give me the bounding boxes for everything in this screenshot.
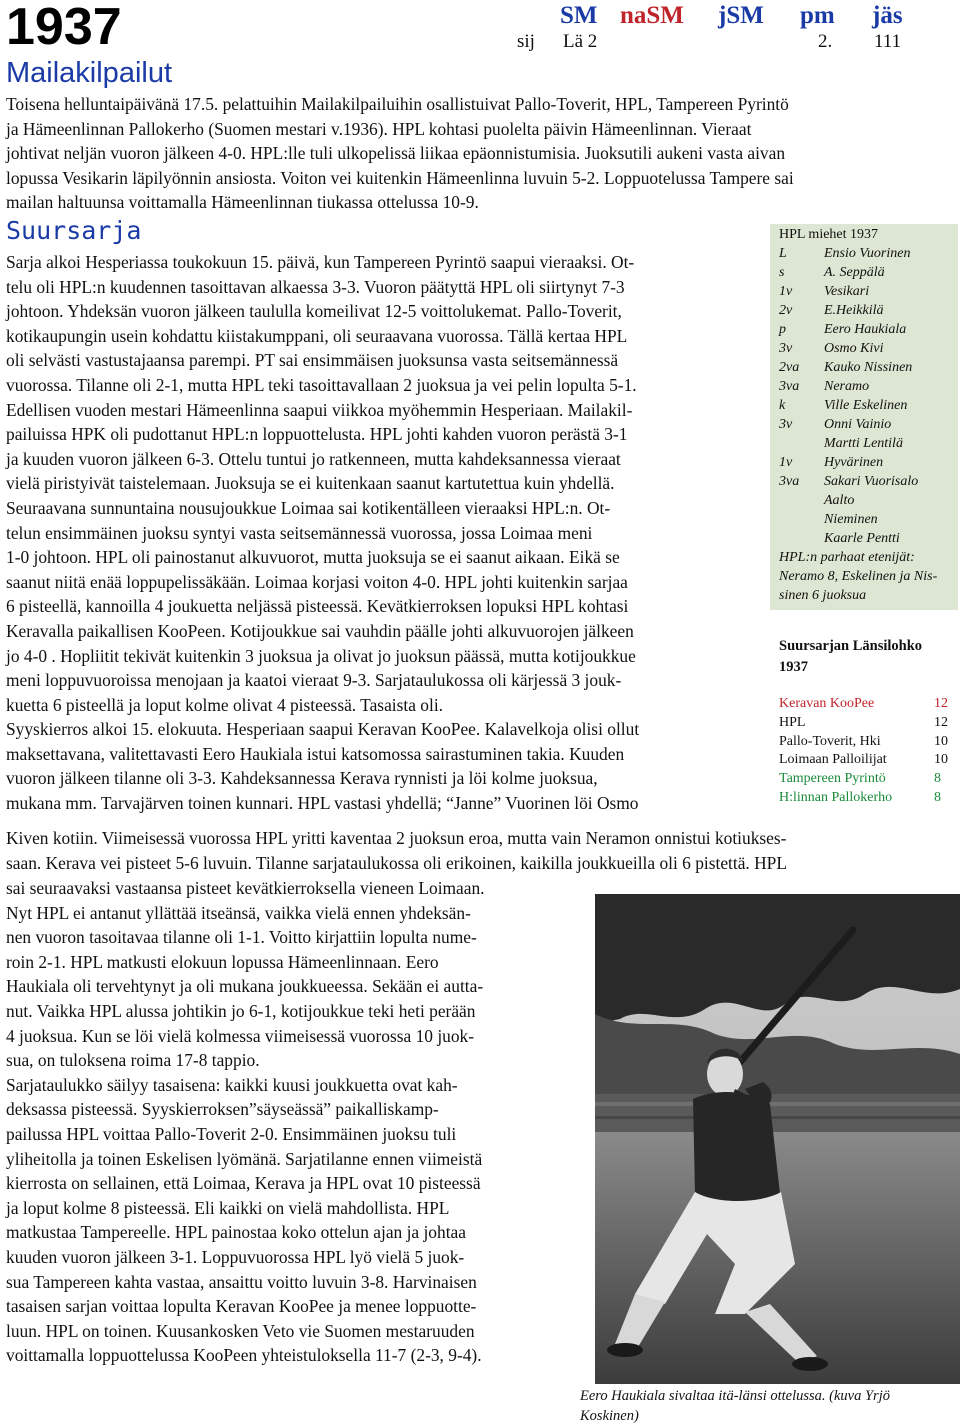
standings-row bbox=[779, 770, 941, 789]
text-line: nen vuoron tasoitavaa tilanne oli 1-1. Voitto kirjattiin lopulta nume- bbox=[6, 927, 477, 948]
team-points: 10 bbox=[934, 752, 948, 768]
text-line: telun ensimmäinen juoksu syntyi vasta seitsemännessä vuorossa, jossa Loimaa meni bbox=[6, 522, 593, 543]
roster-pos: 3va bbox=[779, 379, 800, 394]
text-line: Edellisen vuoden mestari Hämeenlinna saapui viikkoa myöhemmin Hesperiaan. Mailakil- bbox=[6, 399, 633, 420]
text-line: sua, on tuloksena roima 17-8 tappio. bbox=[6, 1050, 260, 1071]
text-line: mukana mm. Tarvajärven toinen kunnari. HPL vastasi yhdellä; “Janne” Vuorinen löi Osmo bbox=[6, 793, 639, 814]
standings-row bbox=[779, 733, 948, 752]
roster-name: Eero Haukiala bbox=[824, 322, 907, 337]
text-line: nut. Vaikka HPL alussa johtikin jo 6-1, kotijoukkue teki heti perään bbox=[6, 1000, 476, 1021]
roster-name: Neramo bbox=[824, 379, 870, 394]
text-line: ja Hämeenlinnan Pallokerho (Suomen mestari v.1936). HPL kohtasi puolelta päivin Hämeenlinnan. Vieraat bbox=[6, 118, 752, 139]
text-line: vuorossa. Tilanne oli 2-1, mutta HPL teki tasoittavallaan 2 juoksua ja vei pelin lopulta 5-1. bbox=[6, 374, 637, 395]
text-line: sai seuraavaksi vastaansa pisteet kevätkierroksella vieneen Loimaan. bbox=[6, 878, 485, 898]
text-line: mailan haltuunsa voittamalla Hämeenlinnan tiukassa ottelussa 10-9. bbox=[6, 192, 479, 213]
roster-pos: 2v bbox=[779, 303, 793, 318]
standings-title-line: 1937 bbox=[779, 659, 808, 675]
player-photo bbox=[595, 894, 960, 1384]
header-col-pm: pm bbox=[800, 2, 835, 29]
text-line: telu oli HPL:n kuudennen tasoittavan alkaessa 3-3. Vuoron päätyttä HPL oli siirtynyt 7-3 bbox=[6, 276, 625, 297]
roster-box bbox=[770, 224, 958, 610]
text-line: roin 2-1. HPL matkusti elokuun lopussa Hämeenlinnaan. Eero bbox=[6, 951, 439, 972]
text-line: vuoron jälkeen tilanne oli 3-3. Kahdeksannessa Kerava rynnisti ja löi kolme juoksua, bbox=[6, 768, 598, 789]
roster-name: Sakari Vuorisalo bbox=[824, 474, 919, 489]
team-points: 8 bbox=[934, 771, 941, 787]
header-val-jas: 111 bbox=[874, 31, 902, 52]
roster-name: Martti Lentilä bbox=[824, 436, 903, 451]
body-full bbox=[6, 826, 956, 875]
roster-name: Aalto bbox=[824, 493, 855, 508]
roster-name: Ville Eskelinen bbox=[824, 398, 908, 413]
roster-name: E.Heikkilä bbox=[824, 303, 884, 318]
text-line: kuuden vuoron jälkeen 3-1. Loppuvuorossa HPL lyö vielä 5 juok- bbox=[6, 1246, 465, 1267]
text-line: kotikaupungin usein kohdattu kiistakumppani, oli seuraavana vuorossa. Tällä kertaa HPL bbox=[6, 325, 628, 346]
text-line: Sarjataulukko säilyy tasaisena: kaikki kuusi joukkuetta ovat kah- bbox=[6, 1074, 458, 1095]
text-line: jo 4-0 . Hopliitit tekivät kuitenkin 3 juoksua ja olivat jo juoksun päässä, mutta kotijoukkue bbox=[6, 645, 636, 666]
roster-pos: 1v bbox=[779, 284, 793, 299]
header-val-sij: sij bbox=[517, 31, 535, 52]
photo-caption bbox=[580, 1386, 955, 1426]
text-line: kuetta 6 pisteellä ja loput kolme olivat 4 pisteessä. Tasaista oli. bbox=[6, 694, 443, 715]
team-name: Tampereen Pyrintö bbox=[779, 771, 886, 787]
team-points: 8 bbox=[934, 789, 941, 805]
roster-pos: 3v bbox=[779, 341, 793, 356]
text-line: saan. Kerava vei pisteet 5-6 luvuin. Tilanne sarjataulukossa oli erikoinen, kaikilla joukkueilla oli 6 pistettä. HPL bbox=[6, 852, 787, 873]
year-heading: 1937 bbox=[6, 0, 122, 56]
roster-name: Kaarle Pentti bbox=[824, 531, 900, 546]
text-line: matkustaa Tampereelle. HPL painostaa koko ottelun ajan ja johtaa bbox=[6, 1222, 466, 1243]
roster-name: Onni Vainio bbox=[824, 417, 892, 432]
text-line: Nyt HPL ei antanut yllättää itseänsä, vaikka vielä ennen yhdeksän- bbox=[6, 902, 471, 923]
section-title: Suursarja bbox=[6, 216, 142, 245]
scorers-line: sinen 6 juoksua bbox=[779, 588, 867, 603]
text-line: 1-0 johtoon. HPL oli painostanut alkuvuorot, mutta juoksuja se ei saanut aikaan. Eikä se bbox=[6, 547, 620, 568]
text-line: vielä piristyivät taistelemaan. Juoksuja se ei kuitenkaan saanut kartutettua kuin yhdellä. bbox=[6, 473, 615, 494]
header-val-pm: 2. bbox=[818, 31, 833, 52]
text-line: pailuissa HPK oli pudottanut HPL:n loppuottelusta. HPL johti kahden vuoron perästä 3-1 bbox=[6, 424, 628, 445]
text-line: Toisena helluntaipäivänä 17.5. pelattuihin Mailakilpailuihin osallistuivat Pallo-Toverit, HPL, Tampereen Pyrintö bbox=[6, 94, 789, 114]
roster-title: HPL miehet 1937 bbox=[779, 227, 879, 242]
scorers-title: HPL:n parhaat etenijät: bbox=[779, 550, 915, 565]
roster-pos: 1v bbox=[779, 455, 793, 470]
roster-pos: 3v bbox=[779, 417, 793, 432]
text-line: luun. HPL on toinen. Kuusankosken Veto vie Suomen mestaruuden bbox=[6, 1320, 475, 1341]
roster-pos: s bbox=[779, 265, 785, 280]
text-line: Seuraavana sunnuntaina nousujoukkue Loimaa sai kotikentälleen vieraaksi HPL:n. Ot- bbox=[6, 497, 611, 518]
text-line: saanut niitä enää loppupelissäkään. Loimaa korjasi voiton 4-0. HPL johti kuitenkin sarjaa bbox=[6, 571, 628, 592]
roster-pos: k bbox=[779, 398, 786, 413]
team-name: Loimaan Palloilijat bbox=[779, 752, 887, 768]
text-line: yliheitolla ja toinen Eskelisen lyömänä. Sarjatilanne ennen viimeistä bbox=[6, 1148, 483, 1169]
roster-name: Hyvärinen bbox=[824, 455, 884, 470]
text-line: meni loppuvuoroissa menojaan ja kaatoi vieraat 9-3. Sarjataulukossa oli kärjessä 3 jouk- bbox=[6, 670, 622, 691]
text-line: johtoon. Yhdeksän vuoron jälkeen taululla komeilivat 12-5 voittolukemat. Pallo-Toverit, bbox=[6, 301, 622, 322]
team-name: Pallo-Toverit, Hki bbox=[779, 733, 881, 749]
team-points: 12 bbox=[934, 696, 948, 711]
text-line: maksettavana, valitettavasti Eero Haukiala istui katsomossa sairastuminen takia. Kuuden bbox=[6, 743, 625, 764]
text-line: oli selvästi vastustajaansa parempi. PT sai ensimmäisen juoksunsa vasta seitsemännessä bbox=[6, 350, 619, 371]
text-line: 4 juoksua. Kun se löi vielä kolmessa viimeisessä vuorossa 10 juok- bbox=[6, 1025, 475, 1046]
standings-title bbox=[779, 636, 922, 678]
text-line: ja loput kolme 8 pisteessä. Eli kaikki on vielä mahdollista. HPL bbox=[6, 1197, 450, 1218]
caption-line: Eero Haukiala sivaltaa itä-länsi ottelussa. (kuva Yrjö bbox=[580, 1388, 890, 1404]
standings-title-line: Suursarjan Länsilohko bbox=[779, 638, 923, 654]
roster-pos: 2va bbox=[779, 360, 800, 375]
text-line: tasaisen sarjan voittaa lopulta Keravan KooPee ja menee loppuotte- bbox=[6, 1296, 477, 1317]
header-val-la: Lä 2 bbox=[563, 31, 598, 52]
standings-row bbox=[779, 789, 941, 808]
team-name: HPL bbox=[779, 714, 806, 730]
caption-line: Koskinen) bbox=[580, 1408, 639, 1424]
team-name: Keravan KooPee bbox=[779, 696, 875, 711]
text-line: deksassa pisteessä. Syyskierroksen”säyseässä” paikalliskamp- bbox=[6, 1099, 439, 1120]
text-line: Haukiala oli tervehtynyt ja oli mukana joukkueessa. Sekään ei autta- bbox=[6, 976, 484, 997]
header-col-jas: jäs bbox=[872, 2, 903, 29]
roster-pos: L bbox=[779, 246, 787, 261]
text-line: voittamalla loppuottelussa KooPeen yhteistuloksella 11-7 (2-3, 9-4). bbox=[6, 1345, 482, 1366]
text-line: kierrosta on sellainen, että Loimaa, Kerava ja HPL ovat 10 pisteessä bbox=[6, 1173, 481, 1194]
team-points: 12 bbox=[934, 714, 948, 730]
page-title: Mailakilpailut bbox=[6, 57, 173, 89]
standings-table bbox=[779, 695, 948, 808]
roster-pos: p bbox=[779, 322, 786, 337]
roster-name: Vesikari bbox=[824, 284, 870, 299]
text-line: Sarja alkoi Hesperiassa toukokuun 15. päivä, kun Tampereen Pyrintö saapui vieraaksi. Ot- bbox=[6, 252, 635, 272]
text-line: lopussa Vesikarin läpilyönnin ansiosta. Voiton vei kuitenkin Hämeenlinna luvuin 5-2. Loppuotelussa Tampere sai bbox=[6, 167, 794, 188]
roster-name: Nieminen bbox=[824, 512, 878, 527]
text-line: johtivat neljän vuoron jälkeen 4-0. HPL:lle tuli ulkopelissä liikaa epäonnistumisia. Juoksutili aukeni vasta aivan bbox=[6, 143, 786, 164]
text-line: pailussa HPL voittaa Pallo-Toverit 2-0. Ensimmäinen juoksu tuli bbox=[6, 1123, 457, 1144]
text-line: Kiven kotiin. Viimeisessä vuorossa HPL yritti kaventaa 2 juoksun eroa, mutta vain Neramon onnistui kotiukses- bbox=[6, 828, 787, 848]
body-narrow bbox=[6, 250, 766, 816]
text-line: Keravalla paikallisen KooPeen. Kotijoukkue sai vauhdin päälle johti alkuvuorojen jälkeen bbox=[6, 620, 634, 641]
standings-row bbox=[779, 695, 948, 714]
header-col-nasm: naSM bbox=[620, 2, 684, 29]
text-line: 6 pisteellä, kannoilla 4 joukuetta neljässä pisteessä. Kevätkierroksen lopuksi HPL kohtasi bbox=[6, 596, 629, 617]
body-left bbox=[6, 876, 591, 1368]
text-line: ja kuuden vuoron jälkeen 6-3. Ottelu tuntui jo ratkenneen, mutta kahdeksannessa vieraat bbox=[6, 448, 621, 469]
intro-paragraph bbox=[6, 92, 956, 215]
scorers-line: Neramo 8, Eskelinen ja Nis- bbox=[779, 569, 938, 584]
text-line: sua Tampereen kahta vastaa, ansaittu voitto luvuin 3-8. Harvinaisen bbox=[6, 1271, 477, 1292]
roster-name: Ensio Vuorinen bbox=[824, 246, 911, 261]
header-col-sm: SM bbox=[560, 2, 598, 29]
team-points: 10 bbox=[934, 733, 948, 749]
roster-name: A. Seppälä bbox=[824, 265, 885, 280]
roster-name: Kauko Nissinen bbox=[824, 360, 913, 375]
roster-pos: 3va bbox=[779, 474, 800, 489]
text-line: Syyskierros alkoi 15. elokuuta. Hesperiaan saapui Keravan KooPee. Kalavelkoja olisi ollut bbox=[6, 719, 640, 740]
standings-row bbox=[779, 751, 948, 770]
team-name: H:linnan Pallokerho bbox=[779, 789, 893, 805]
standings-row bbox=[779, 714, 948, 733]
header-col-jsm: jSM bbox=[718, 2, 764, 29]
roster-name: Osmo Kivi bbox=[824, 341, 884, 356]
